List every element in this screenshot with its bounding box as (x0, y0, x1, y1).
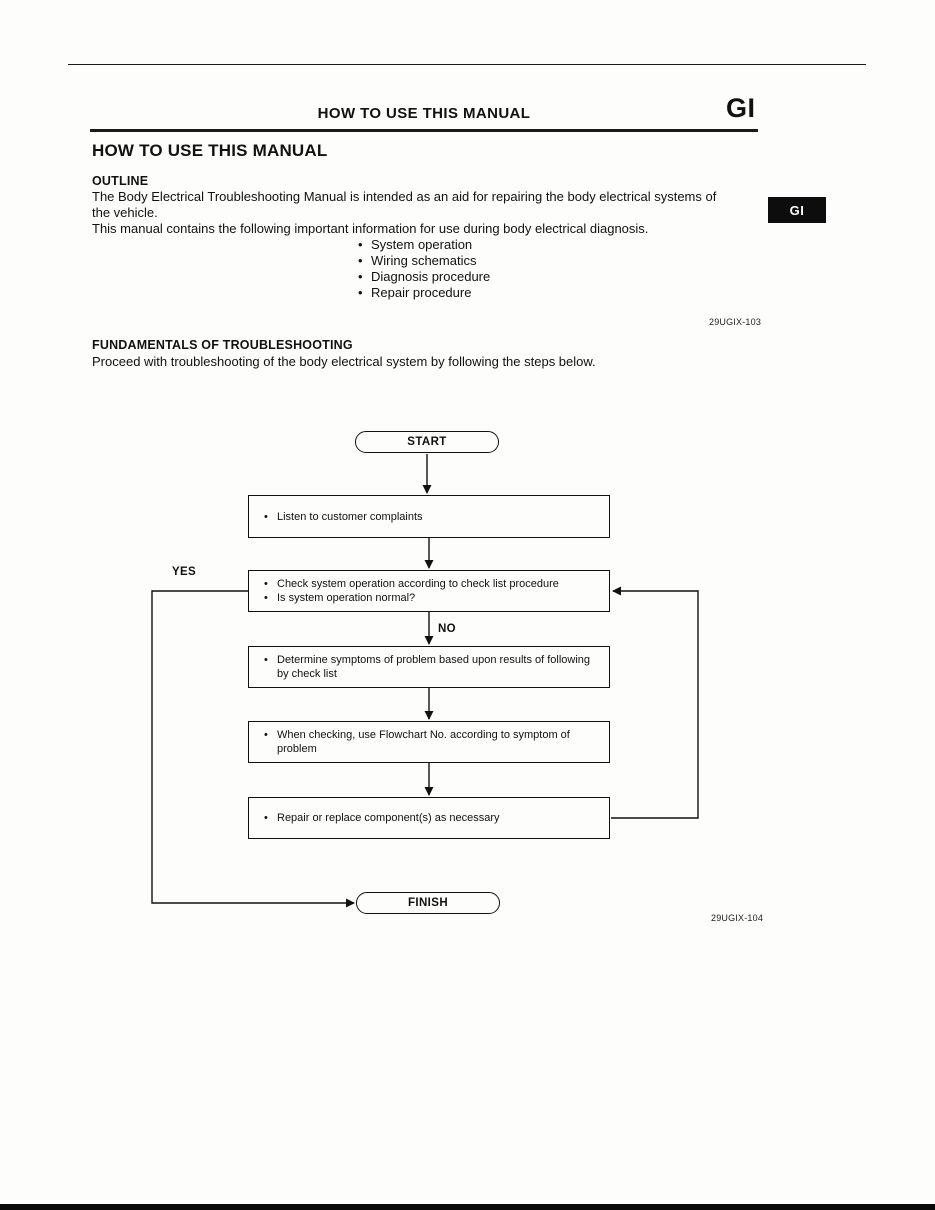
flowchart-box-1 (248, 495, 610, 538)
flowchart-box-item: • Listen to customer complaints (264, 510, 597, 524)
outline-bullet: • Wiring schematics (358, 253, 490, 269)
fundamentals-heading: FUNDAMENTALS OF TROUBLESHOOTING (92, 338, 353, 352)
top-rule (68, 64, 866, 65)
outline-bullet: • Repair procedure (358, 285, 490, 301)
page-title: HOW TO USE THIS MANUAL (92, 141, 328, 160)
running-header-title: HOW TO USE THIS MANUAL (317, 105, 531, 122)
flowchart-box-5 (248, 797, 610, 839)
outline-heading: OUTLINE (92, 174, 149, 188)
outline-bullet: • Diagnosis procedure (358, 269, 490, 285)
outline-bullet-list (358, 237, 490, 301)
flowchart-box-item: • Repair or replace component(s) as necessary (264, 811, 597, 825)
flowchart-box-3 (248, 646, 610, 688)
fundamentals-intro: Proceed with troubleshooting of the body electrical system by following the steps below. (92, 354, 596, 369)
feedback-line-box5-to-box2 (611, 591, 698, 818)
gi-tab-badge: GI (768, 197, 826, 223)
flowchart-box-4 (248, 721, 610, 763)
header-rule (90, 129, 758, 132)
figure-ref-code-2: 29UGIX-104 (711, 913, 764, 923)
section-code: GI (726, 93, 756, 123)
flowchart-finish-node: FINISH (356, 892, 500, 914)
yes-branch-label: YES (172, 566, 196, 578)
no-branch-label: NO (438, 623, 456, 635)
page-bottom-edge (0, 1204, 935, 1210)
outline-paragraph-2: This manual contains the following important information for use during body electrical diagnosis. (92, 221, 649, 236)
flowchart-box-2 (248, 570, 610, 612)
flowchart-box-item: • Check system operation according to check list procedure (264, 577, 597, 591)
flowchart-box-item: • Determine symptoms of problem based upon results of following by check list (264, 653, 597, 681)
outline-paragraph-1: The Body Electrical Troubleshooting Manual is intended as an aid for repairing the body electrical systems of the vehicle. (92, 189, 717, 220)
outline-bullet: • System operation (358, 237, 490, 253)
flowchart-start-node: START (355, 431, 499, 453)
flowchart-box-item: • Is system operation normal? (264, 591, 597, 605)
flowchart-box-item: • When checking, use Flowchart No. according to symptom of problem (264, 728, 597, 756)
figure-ref-code-1: 29UGIX-103 (709, 317, 762, 327)
